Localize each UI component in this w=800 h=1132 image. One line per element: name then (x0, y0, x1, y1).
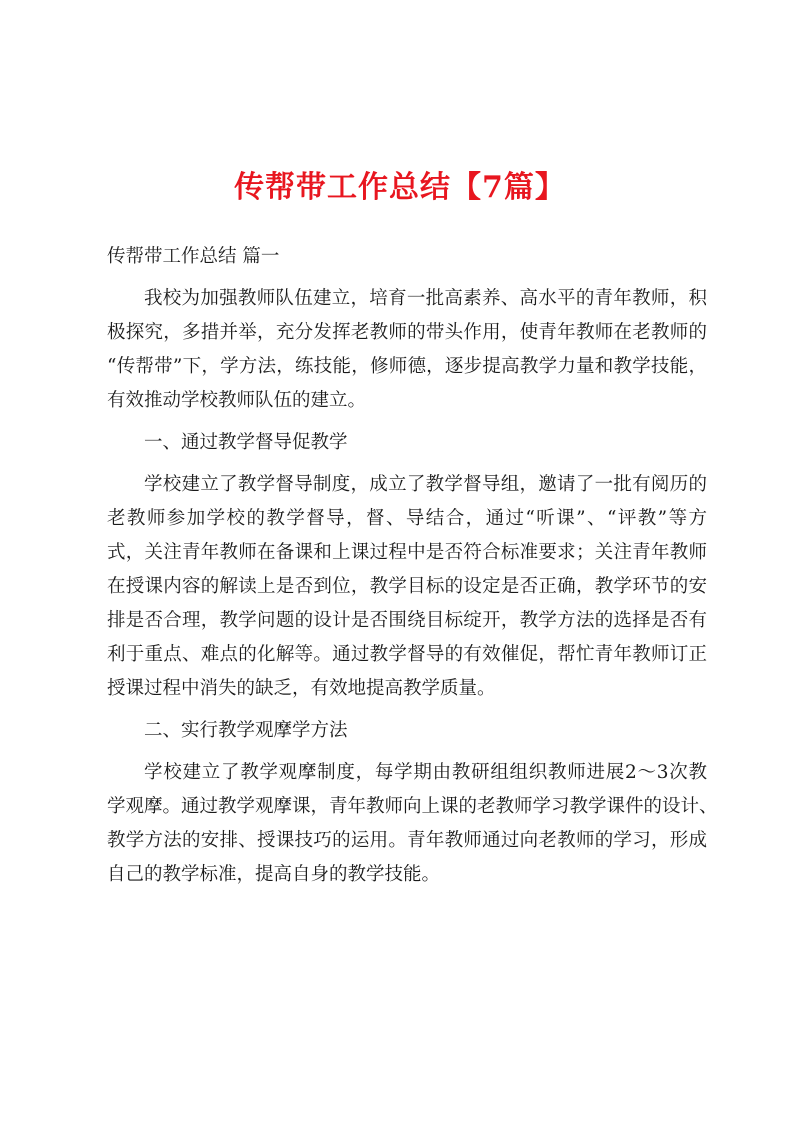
paragraph-line: 授课过程中消失的缺乏，有效地提高教学质量。 (107, 678, 496, 699)
paragraph-line: 我校为加强教师队伍建立，培育一批高素养、高水平的青年教师，积 (144, 288, 707, 309)
section-heading-2: 二、实行教学观摩学方法 (144, 720, 348, 741)
paragraph-line: 教学方法的安排、授课技巧的运用。青年教师通过向老教师的学习，形成 (107, 830, 707, 851)
section-1-paragraph (107, 468, 707, 706)
paragraph-line: 学观摩。通过教学观摩课，青年教师向上课的老教师学习教学课件的设计、 (107, 796, 718, 817)
document-title: 传帮带工作总结【7篇】 (234, 170, 566, 205)
paragraph-line: 自己的教学标准，提高自身的教学技能。 (107, 864, 441, 885)
intro-paragraph (107, 282, 707, 418)
paragraph-line: “传帮带”下，学方法，练技能，修师德，逐步提高教学力量和教学技能， (107, 356, 707, 377)
section-heading-1: 一、通过教学督导促教学 (144, 432, 348, 453)
document-body (107, 240, 718, 892)
article-subtitle: 传帮带工作总结 篇一 (107, 246, 280, 267)
paragraph-line: 极探究，多措并举，充分发挥老教师的带头作用，使青年教师在老教师的 (107, 322, 707, 343)
paragraph-line: 有效推动学校教师队伍的建立。 (107, 390, 367, 411)
paragraph-line: 利于重点、难点的化解等。通过教学督导的有效催促，帮忙青年教师订正 (107, 644, 707, 665)
paragraph-line: 式，关注青年教师在备课和上课过程中是否符合标准要求；关注青年教师 (107, 542, 707, 563)
section-2-paragraph (107, 756, 718, 892)
paragraph-line: 学校建立了教学督导制度，成立了教学督导组，邀请了一批有阅历的 (144, 474, 707, 495)
paragraph-line: 学校建立了教学观摩制度，每学期由教研组组织教师进展2～3次教 (144, 762, 707, 783)
paragraph-line: 在授课内容的解读上是否到位，教学目标的设定是否正确，教学环节的安 (107, 576, 707, 597)
paragraph-line: 排是否合理，教学问题的设计是否围绕目标绽开，教学方法的选择是否有 (107, 610, 707, 631)
paragraph-line: 老教师参加学校的教学督导，督、导结合，通过“听课”、“评教”等方 (107, 508, 707, 529)
